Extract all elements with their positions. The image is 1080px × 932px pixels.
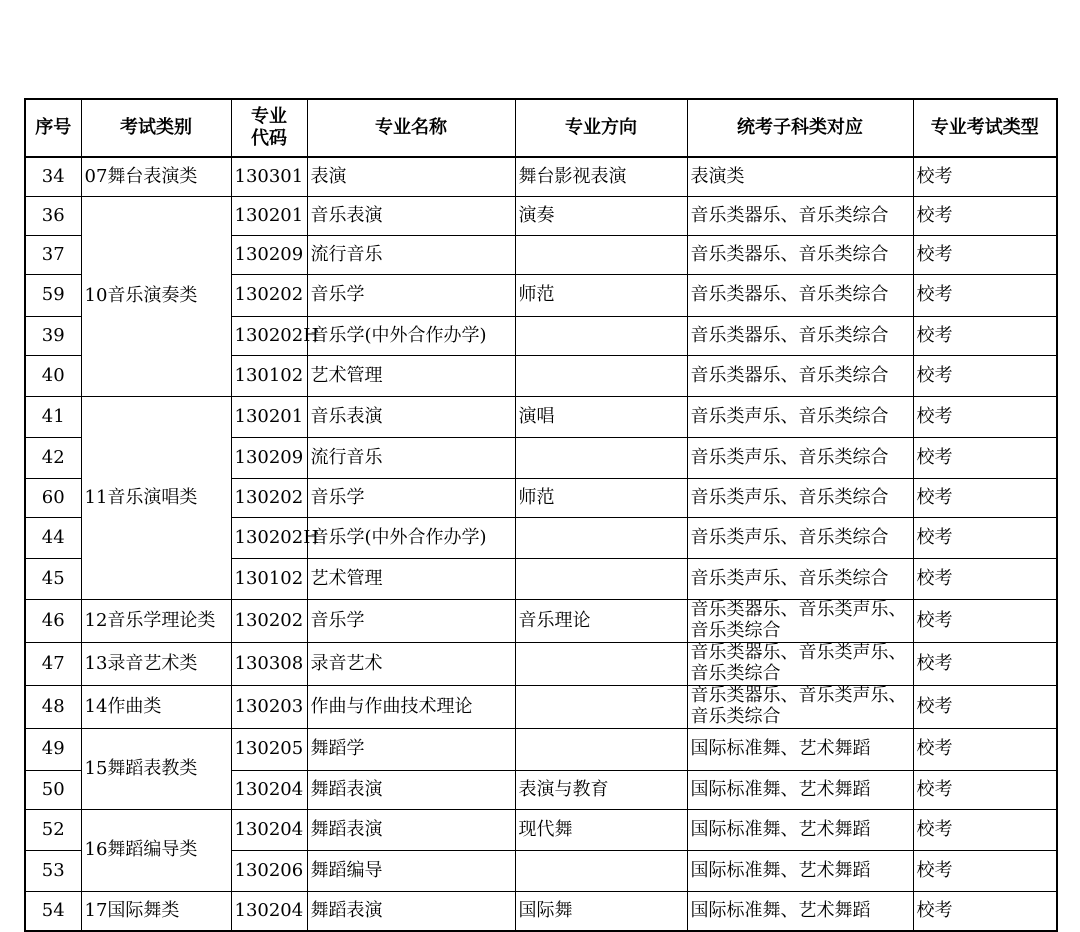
cell-no: 40	[25, 356, 81, 397]
header-no: 序号	[25, 99, 81, 157]
cell-subcategory: 表演类	[687, 157, 913, 197]
cell-exam-type: 校考	[913, 729, 1057, 771]
cell-exam-type: 校考	[913, 197, 1057, 236]
cell-exam-type: 校考	[913, 275, 1057, 317]
cell-category: 10音乐演奏类	[81, 197, 231, 397]
table-row	[25, 643, 1057, 686]
cell-category: 14作曲类	[81, 686, 231, 729]
cell-code: 130209	[231, 438, 307, 479]
major-table-sheet	[24, 98, 1058, 932]
cell-no: 60	[25, 479, 81, 518]
cell-category: 15舞蹈表教类	[81, 729, 231, 810]
cell-direction: 国际舞	[515, 892, 687, 932]
cell-category: 16舞蹈编导类	[81, 810, 231, 892]
cell-subcategory: 音乐类器乐、音乐类综合	[687, 275, 913, 317]
cell-exam-type: 校考	[913, 479, 1057, 518]
cell-exam-type: 校考	[913, 810, 1057, 851]
header-code	[231, 99, 307, 157]
cell-exam-type: 校考	[913, 559, 1057, 600]
cell-no: 59	[25, 275, 81, 317]
header-major-name: 专业名称	[307, 99, 515, 157]
cell-no: 52	[25, 810, 81, 851]
cell-direction	[515, 438, 687, 479]
cell-major-name: 音乐表演	[307, 397, 515, 438]
cell-exam-type: 校考	[913, 356, 1057, 397]
cell-exam-type: 校考	[913, 438, 1057, 479]
header-code-line-2: 代码	[251, 128, 287, 149]
cell-major-name: 音乐表演	[307, 197, 515, 236]
cell-exam-type: 校考	[913, 157, 1057, 197]
cell-code: 130206	[231, 851, 307, 892]
cell-major-name: 艺术管理	[307, 356, 515, 397]
cell-subcategory: 音乐类器乐、音乐类声乐、音乐类综合	[687, 686, 913, 729]
cell-code: 130102	[231, 559, 307, 600]
cell-code: 130204	[231, 892, 307, 932]
cell-exam-type: 校考	[913, 600, 1057, 643]
cell-category: 17国际舞类	[81, 892, 231, 932]
cell-major-name: 音乐学	[307, 600, 515, 643]
cell-code: 130201	[231, 197, 307, 236]
cell-direction: 师范	[515, 479, 687, 518]
cell-code: 130209	[231, 236, 307, 275]
cell-major-name: 舞蹈学	[307, 729, 515, 771]
cell-subcategory: 音乐类器乐、音乐类声乐、音乐类综合	[687, 600, 913, 643]
cell-direction: 表演与教育	[515, 771, 687, 810]
cell-subcategory: 国际标准舞、艺术舞蹈	[687, 771, 913, 810]
cell-subcategory: 音乐类器乐、音乐类声乐、音乐类综合	[687, 643, 913, 686]
cell-subcategory: 国际标准舞、艺术舞蹈	[687, 729, 913, 771]
cell-code: 130301	[231, 157, 307, 197]
cell-category: 12音乐学理论类	[81, 600, 231, 643]
cell-exam-type: 校考	[913, 686, 1057, 729]
cell-direction	[515, 559, 687, 600]
cell-subcategory: 音乐类声乐、音乐类综合	[687, 438, 913, 479]
table-row	[25, 197, 1057, 236]
cell-major-name: 表演	[307, 157, 515, 197]
cell-exam-type: 校考	[913, 892, 1057, 932]
cell-exam-type: 校考	[913, 851, 1057, 892]
header-exam-type: 专业考试类型	[913, 99, 1057, 157]
cell-no: 44	[25, 518, 81, 559]
cell-subcategory: 音乐类声乐、音乐类综合	[687, 479, 913, 518]
cell-direction	[515, 643, 687, 686]
cell-subcategory: 音乐类声乐、音乐类综合	[687, 518, 913, 559]
cell-no: 39	[25, 317, 81, 356]
cell-code: 130308	[231, 643, 307, 686]
header-row	[25, 99, 1057, 157]
cell-direction	[515, 356, 687, 397]
cell-direction	[515, 851, 687, 892]
cell-no: 54	[25, 892, 81, 932]
cell-major-name: 音乐学	[307, 275, 515, 317]
header-subcategory: 统考子科类对应	[687, 99, 913, 157]
cell-direction: 演唱	[515, 397, 687, 438]
cell-code: 130202	[231, 275, 307, 317]
cell-exam-type: 校考	[913, 643, 1057, 686]
header-category: 考试类别	[81, 99, 231, 157]
cell-code: 130203	[231, 686, 307, 729]
cell-direction	[515, 317, 687, 356]
cell-code: 130201	[231, 397, 307, 438]
cell-direction: 音乐理论	[515, 600, 687, 643]
header-direction: 专业方向	[515, 99, 687, 157]
cell-direction	[515, 686, 687, 729]
cell-direction	[515, 518, 687, 559]
cell-code: 130204	[231, 771, 307, 810]
cell-major-name: 舞蹈编导	[307, 851, 515, 892]
table-row	[25, 157, 1057, 197]
major-table	[24, 98, 1058, 932]
cell-major-name: 艺术管理	[307, 559, 515, 600]
table-row	[25, 686, 1057, 729]
cell-code: 130202H	[231, 518, 307, 559]
cell-subcategory: 国际标准舞、艺术舞蹈	[687, 810, 913, 851]
cell-major-name: 音乐学	[307, 479, 515, 518]
cell-code: 130102	[231, 356, 307, 397]
cell-major-name: 舞蹈表演	[307, 771, 515, 810]
table-row	[25, 600, 1057, 643]
cell-code: 130205	[231, 729, 307, 771]
cell-no: 53	[25, 851, 81, 892]
cell-no: 48	[25, 686, 81, 729]
cell-direction	[515, 729, 687, 771]
cell-no: 34	[25, 157, 81, 197]
cell-category: 11音乐演唱类	[81, 397, 231, 600]
cell-no: 49	[25, 729, 81, 771]
cell-no: 41	[25, 397, 81, 438]
cell-code: 130202H	[231, 317, 307, 356]
cell-subcategory: 音乐类器乐、音乐类综合	[687, 317, 913, 356]
cell-direction: 舞台影视表演	[515, 157, 687, 197]
cell-subcategory: 国际标准舞、艺术舞蹈	[687, 851, 913, 892]
cell-direction: 师范	[515, 275, 687, 317]
cell-major-name: 流行音乐	[307, 236, 515, 275]
table-row	[25, 810, 1057, 851]
cell-no: 45	[25, 559, 81, 600]
cell-major-name: 音乐学(中外合作办学)	[307, 317, 515, 356]
cell-code: 130202	[231, 479, 307, 518]
cell-no: 50	[25, 771, 81, 810]
cell-subcategory: 音乐类器乐、音乐类综合	[687, 236, 913, 275]
cell-subcategory: 音乐类声乐、音乐类综合	[687, 559, 913, 600]
table-row	[25, 397, 1057, 438]
cell-no: 46	[25, 600, 81, 643]
cell-exam-type: 校考	[913, 397, 1057, 438]
table-row	[25, 892, 1057, 932]
cell-code: 130202	[231, 600, 307, 643]
cell-major-name: 舞蹈表演	[307, 892, 515, 932]
cell-major-name: 舞蹈表演	[307, 810, 515, 851]
cell-direction: 现代舞	[515, 810, 687, 851]
cell-direction: 演奏	[515, 197, 687, 236]
cell-category: 13录音艺术类	[81, 643, 231, 686]
cell-subcategory: 国际标准舞、艺术舞蹈	[687, 892, 913, 932]
cell-exam-type: 校考	[913, 317, 1057, 356]
cell-no: 37	[25, 236, 81, 275]
header-code-line-1: 专业	[251, 106, 287, 127]
table-body	[25, 157, 1057, 931]
cell-no: 42	[25, 438, 81, 479]
cell-direction	[515, 236, 687, 275]
cell-major-name: 作曲与作曲技术理论	[307, 686, 515, 729]
cell-no: 47	[25, 643, 81, 686]
cell-major-name: 音乐学(中外合作办学)	[307, 518, 515, 559]
cell-subcategory: 音乐类器乐、音乐类综合	[687, 356, 913, 397]
cell-category: 07舞台表演类	[81, 157, 231, 197]
cell-exam-type: 校考	[913, 236, 1057, 275]
cell-exam-type: 校考	[913, 771, 1057, 810]
cell-code: 130204	[231, 810, 307, 851]
cell-major-name: 录音艺术	[307, 643, 515, 686]
cell-subcategory: 音乐类器乐、音乐类综合	[687, 197, 913, 236]
cell-subcategory: 音乐类声乐、音乐类综合	[687, 397, 913, 438]
cell-exam-type: 校考	[913, 518, 1057, 559]
table-row	[25, 729, 1057, 771]
cell-no: 36	[25, 197, 81, 236]
cell-major-name: 流行音乐	[307, 438, 515, 479]
